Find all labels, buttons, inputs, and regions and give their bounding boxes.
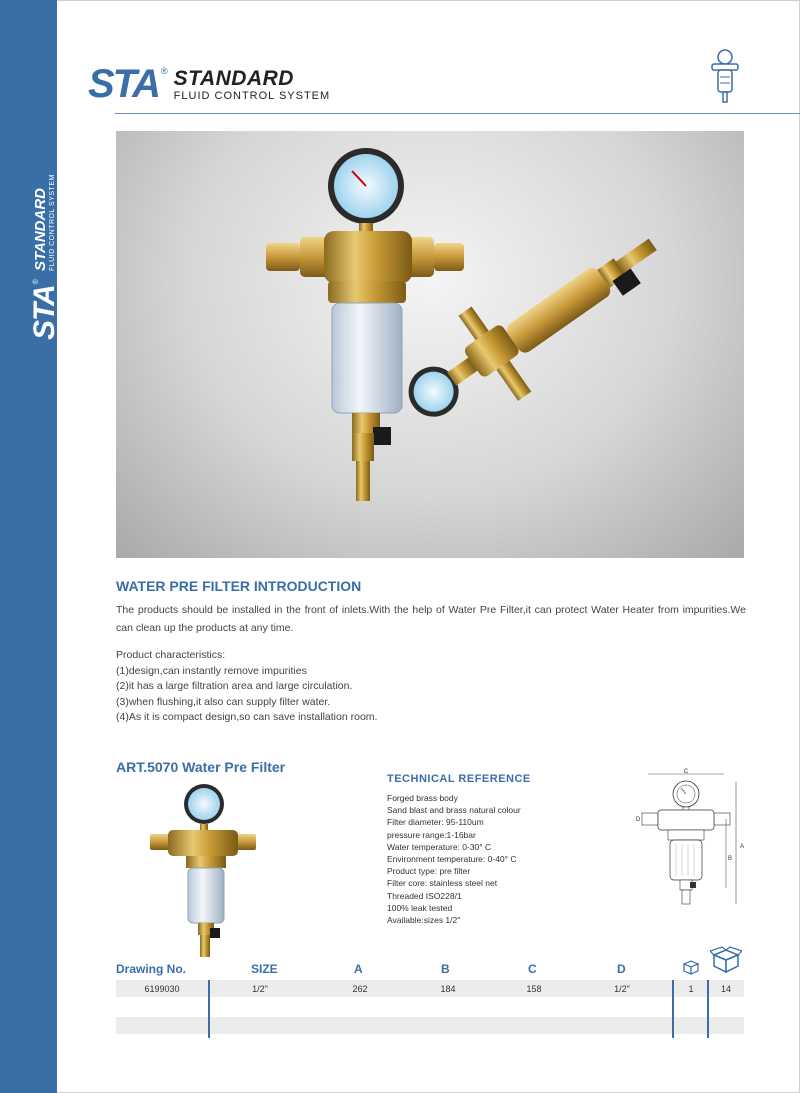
tech-item: Filter diameter: 95-110um [387,817,484,828]
sidebar [0,0,61,1093]
tech-item: pressure range:1-16bar [387,829,476,840]
header-logo [88,64,330,104]
cell-a: 262 [352,984,368,994]
tech-item: Product type: pre filter [387,866,471,877]
header-logo-sta: STA [88,62,160,106]
cell-d: 1/2" [614,984,630,994]
table-divider [707,980,709,1038]
tech-item: Filter core: stainless steel net [387,878,498,889]
filter-thumbnail-icon [708,47,742,105]
tech-item: Available:sizes 1/2" [387,915,461,926]
characteristics-list [116,648,377,726]
sidebar-logo-registered: ® [32,279,40,285]
sidebar-logo-name: STANDARD [32,187,49,272]
header-b: B [441,962,450,976]
drawing-label-d: D [636,817,641,823]
header-logo-name: STANDARD [173,67,294,90]
header-logo-tagline: FLUID CONTROL SYSTEM [173,90,331,102]
header-drawing-no: Drawing No. [116,962,187,976]
small-box-icon [681,958,701,976]
cell-b: 184 [440,984,456,994]
header-d: D [617,962,626,976]
tech-item: Threaded ISO228/1 [387,890,462,901]
header-c: C [528,962,537,976]
characteristics-heading: Product characteristics: [116,649,226,661]
cell-inner-box: 1 [688,984,694,994]
sidebar-logo [28,174,62,340]
sidebar-logo-tagline: FLUID CONTROL SYSTEM [49,174,56,272]
tech-item: 100% leak tested [387,902,453,913]
tech-item: Sand blast and brass natural colour [387,805,521,816]
tech-list [387,792,521,926]
table-divider [208,980,210,1038]
technical-drawing [628,768,746,908]
sidebar-logo-sta: STA [28,285,61,340]
header-logo-registered: ® [161,66,168,76]
drawing-label-c: C [683,769,689,775]
product-photo [116,131,744,558]
table-divider [672,980,674,1038]
intro-title: WATER PRE FILTER INTRODUCTION [116,578,362,594]
header-divider [115,113,800,114]
characteristic-item: (3)when flushing,it also can supply filter water. [116,695,331,708]
table-row-empty [116,1017,744,1034]
drawing-label-a: A [740,844,745,850]
cell-c: 158 [526,984,542,994]
tech-item: Environment temperature: 0-40° C [387,854,517,865]
cell-drawing-no: 6199030 [144,984,180,994]
drawing-label-b: B [728,856,733,862]
product-illustration [116,131,744,558]
tech-item: Forged brass body [387,793,458,803]
cell-outer-box: 14 [720,984,731,994]
characteristic-item: (2)it has a large filtration area and large circulation. [116,680,353,692]
intro-paragraph: The products should be installed in the front of inlets.With the help of Water Pre Filter,it can protect Water Heater from impurities.We can clean up the products at any time. [116,604,746,634]
product-thumbnail [148,780,258,960]
header-a: A [354,962,363,976]
characteristic-item: (1)design,can instantly remove impurities [116,664,307,677]
characteristic-item: (4)As it is compact design,so can save installation room. [116,711,378,723]
large-box-icon [710,946,742,974]
tech-item: Water temperature: 0-30° C [387,841,492,852]
tech-title: TECHNICAL REFERENCE [387,773,531,785]
article-title: ART.5070 Water Pre Filter [116,759,286,775]
header-size: SIZE [251,962,278,976]
cell-size: 1/2" [252,984,268,994]
